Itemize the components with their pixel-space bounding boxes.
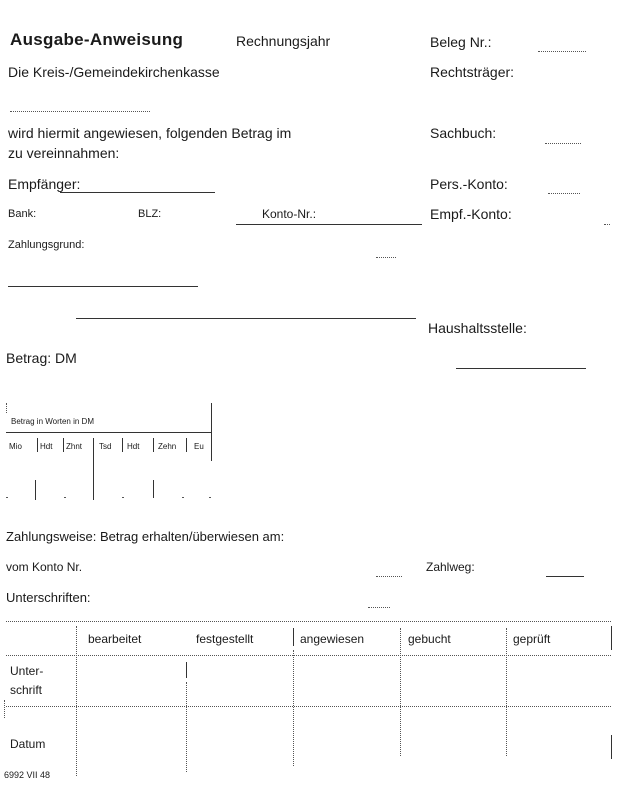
- signature-table-left-mark: [4, 700, 5, 718]
- from-account-field[interactable]: [376, 576, 402, 577]
- digit-field-mark-1: [6, 497, 8, 498]
- signature-table-row-divider: [6, 706, 611, 707]
- digit-separator-2: [63, 438, 64, 452]
- digit-label-6: Zehn: [158, 442, 177, 451]
- legal-entity-label: Rechtsträger:: [430, 64, 515, 80]
- column-booked: gebucht: [408, 632, 451, 646]
- cash-office-name-field[interactable]: [10, 111, 150, 112]
- budget-item-label: Haushaltsstelle:: [428, 320, 527, 336]
- personal-account-field[interactable]: [548, 193, 580, 194]
- signature-column-divider-4: [400, 628, 401, 756]
- digit-label-4: Tsd: [99, 442, 112, 451]
- digit-column-mark-2: [153, 480, 154, 498]
- bank-label: Bank:: [8, 208, 37, 220]
- signature-column-divider-3-lower: [293, 650, 294, 766]
- digit-label-1: Mio: [9, 442, 22, 451]
- payment-route-field[interactable]: [546, 576, 584, 577]
- signature-column-divider-2-lower: [186, 682, 187, 772]
- digit-field-mark-4: [182, 497, 184, 498]
- column-prepared: bearbeitet: [88, 632, 142, 646]
- digit-separator-3: [93, 438, 94, 500]
- digit-field-mark-3: [122, 497, 124, 498]
- form-code: 6992 VII 48: [4, 770, 51, 780]
- signatures-field-mark: [368, 607, 390, 608]
- date-row-label: Datum: [10, 737, 46, 751]
- payment-reason-line-1[interactable]: [8, 286, 198, 287]
- recipient-label: Empfänger:: [8, 176, 81, 192]
- digit-field-mark-5: [209, 497, 211, 498]
- amount-box-left-mark: [6, 403, 7, 413]
- signature-table-top-border: [6, 621, 611, 622]
- form-title: Ausgabe-Anweisung: [10, 30, 184, 49]
- receipt-number-field[interactable]: [538, 51, 586, 52]
- digit-separator-5: [153, 438, 154, 452]
- signature-column-divider-5: [506, 628, 507, 756]
- payment-reason-label: Zahlungsgrund:: [8, 239, 85, 251]
- recipient-field[interactable]: [60, 192, 215, 193]
- budget-item-field[interactable]: [456, 368, 586, 369]
- recipient-account-field[interactable]: [604, 224, 610, 225]
- signatures-label: Unterschriften:: [6, 590, 91, 605]
- digit-label-7: Eu: [194, 442, 204, 451]
- from-account-label: vom Konto Nr.: [6, 560, 83, 574]
- instruction-line-1: wird hiermit angewiesen, folgenden Betrag im: [8, 125, 292, 141]
- column-authorized: angewiesen: [300, 632, 365, 646]
- payment-reason-line-2[interactable]: [76, 318, 416, 319]
- digit-separator-6: [186, 438, 187, 452]
- cash-office-label: Die Kreis-/Gemeindekirchenkasse: [8, 64, 220, 80]
- signature-column-divider-3: [293, 628, 294, 646]
- digit-label-5: Hdt: [127, 442, 140, 451]
- bank-details-field[interactable]: [236, 224, 422, 225]
- digit-label-3: Zhnt: [66, 442, 83, 451]
- account-number-label: Konto-Nr.:: [262, 207, 317, 221]
- column-verified: festgestellt: [196, 632, 254, 646]
- digit-field-mark-2: [64, 497, 66, 498]
- payment-reason-field-end[interactable]: [376, 257, 396, 258]
- fiscal-year-label: Rechnungsjahr: [236, 33, 331, 49]
- digit-separator-1: [37, 438, 38, 452]
- recipient-account-label: Empf.-Konto:: [430, 206, 512, 222]
- digit-separator-4: [122, 438, 123, 452]
- signature-table-header-divider: [6, 655, 611, 656]
- digit-label-2: Hdt: [40, 442, 53, 451]
- signature-table-right-border-lower: [611, 735, 612, 759]
- amount-box-divider: [6, 432, 212, 433]
- signature-column-divider-2: [186, 662, 187, 678]
- digit-column-mark-1: [35, 480, 36, 500]
- instruction-line-2: zu vereinnahmen:: [8, 145, 120, 161]
- amount-words-label: Betrag in Worten in DM: [11, 417, 94, 426]
- cashbook-label: Sachbuch:: [430, 125, 497, 141]
- receipt-number-label: Beleg Nr.:: [430, 34, 492, 50]
- signature-row-label-2: schrift: [10, 683, 43, 697]
- cashbook-field[interactable]: [545, 143, 581, 144]
- personal-account-label: Pers.-Konto:: [430, 176, 508, 192]
- signature-table-right-border: [611, 626, 612, 650]
- blz-label: BLZ:: [138, 208, 162, 220]
- payment-route-label: Zahlweg:: [426, 560, 475, 574]
- amount-label: Betrag: DM: [6, 350, 77, 366]
- payment-method-label: Zahlungsweise: Betrag erhalten/überwiesen am:: [6, 529, 285, 544]
- column-audited: geprüft: [513, 632, 551, 646]
- signature-column-divider-1: [76, 626, 77, 776]
- signature-row-label-1: Unter-: [10, 664, 44, 678]
